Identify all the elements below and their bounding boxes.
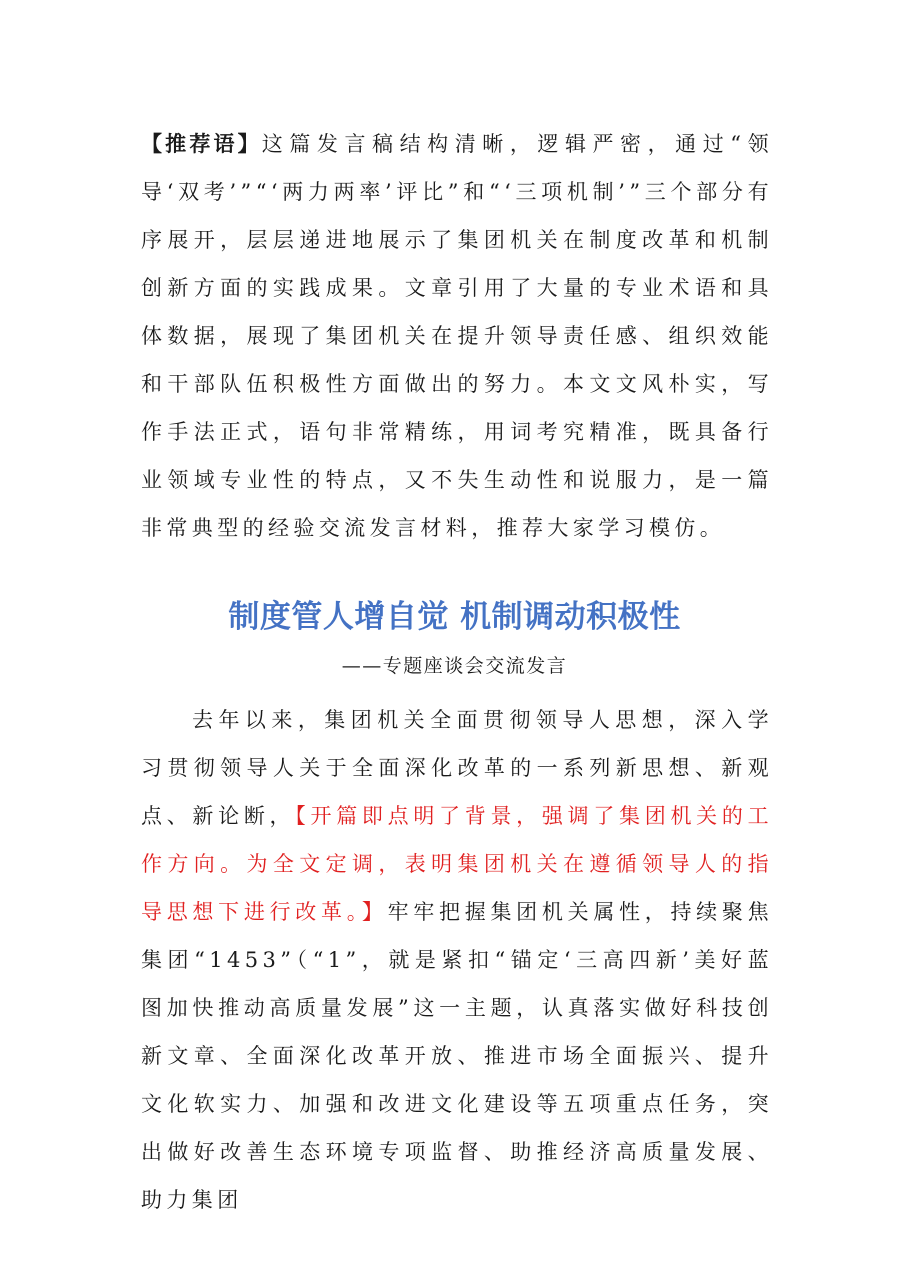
body-paragraph bbox=[141, 696, 773, 1224]
recommendation-text: 这篇发言稿结构清晰，逻辑严密，通过“领导‘双考’”“‘两力两率’评比”和“‘三项机制’”三个部分有序展开，层层递进地展示了集团机关在制度改革和机制创新方面的实践成果。文章引用了大量的专业术语和具体数据，展现了集团机关在提升领导责任感、组织效能和干部队伍积极性方面做出的努力。本文文风朴实，写作手法正式，语句非常精练，用词考究精准，既具备行业领域专业性的特点，又不失生动性和说服力，是一篇非常典型的经验交流发言材料，推荐大家学习模仿。 bbox=[141, 132, 773, 540]
recommendation-label: 【推荐语】 bbox=[141, 132, 262, 156]
article-title: 制度管人增自觉 机制调动积极性 bbox=[228, 599, 681, 635]
recommendation-paragraph bbox=[141, 120, 773, 552]
body-rest-text: 牢牢把握集团机关属性，持续聚焦集团“1453”（“1”，就是紧扣“锚定‘三高四新’美好蓝图加快推动高质量发展”这一主题，认真落实做好科技创新文章、全面深化改革开放、推进市场全面振兴、提升文化软实力、加强和改进文化建设等五项重点任务，突出做好改善生态环境专项监督、助推经济高质量发展、助力集团 bbox=[141, 900, 773, 1212]
body-lead-text: 去年以来，集团机关全面贯彻领导人思想，深入学习贯彻领导人关于全面深化改革的一系列新思想、新观点、新论断， bbox=[141, 708, 773, 828]
editor-annotation: 【开篇即点明了背景，强调了集团机关的工作方向。为全文定调，表明集团机关在遵循领导人的指导思想下进行改革。】 bbox=[141, 804, 773, 924]
article-subtitle: ——专题座谈会交流发言 bbox=[341, 655, 568, 677]
